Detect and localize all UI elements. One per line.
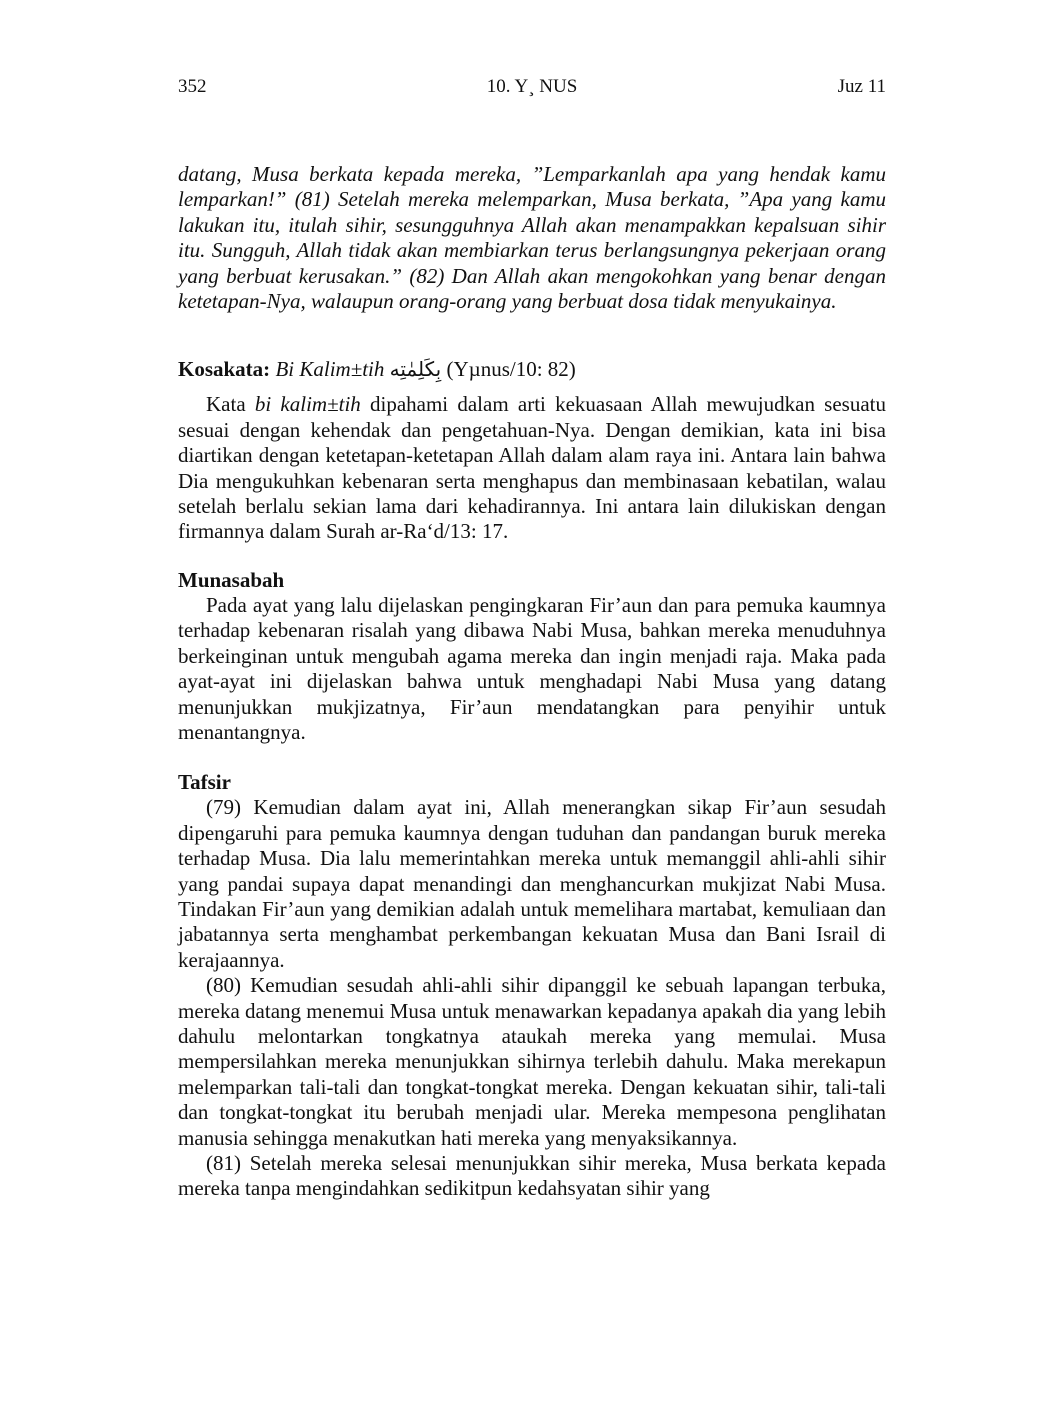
- kosakata-arabic: بِكَلِمٰتِه: [389, 357, 442, 382]
- kosakata-body-rest: dipahami dalam arti kekuasaan Allah mewujudkan sesuatu sesuai dengan kehendak dan pengetahuan-Nya. Dengan demikian, kata ini bisa diartikan dengan ketetapan-ketetapan Allah dalam alam raya ini. Antara lain bahwa Dia mengukuhkan kebenaran serta menghapus dan membinasaan kebatilan, walau setelah berlalu sekian lama dari kehadirannya. Ini antara lain dilukiskan dengan firmannya dalam Surah ar-Ra‘d/13: 17.: [178, 392, 886, 544]
- page-number: 352: [178, 76, 207, 97]
- tafsir-paragraph-81: (81) Setelah mereka selesai menunjukkan sihir mereka, Musa berkata kepada mereka tanpa mengindahkan sedikitpun kedahsyatan sihir yang: [178, 1151, 886, 1201]
- munasabah-heading: Munasabah: [178, 567, 285, 592]
- book-page: [178, 72, 886, 1202]
- translation-text: datang, Musa berkata kepada mereka, ”Lemparkanlah apa yang hendak kamu lemparkan!” (81) Setelah mereka melemparkan, Musa berkata, ”Apa yang kamu lakukan itu, itulah sihir, sesungguhnya Allah akan menampakkan kepalsuan sihir itu. Sungguh, Allah tidak akan membiarkan terus berlangsungnya pekerjaan orang yang berbuat kerusakan.” (82) Dan Allah akan mengokohkan yang benar dengan ketetapan-Nya, walaupun orang-orang yang berbuat dosa tidak menyukainya.: [178, 162, 886, 314]
- kosakata-line: [178, 354, 886, 384]
- kosakata-body-prefix: Kata: [206, 392, 255, 417]
- kosakata-reference: (Yµnus/10: 82): [446, 357, 576, 382]
- kosakata-label: Kosakata:: [178, 357, 271, 382]
- kosakata-term: Bi Kalim±tih: [275, 357, 385, 382]
- tafsir-heading: Tafsir: [178, 770, 231, 795]
- tafsir-paragraph-80: (80) Kemudian sesudah ahli-ahli sihir dipanggil ke sebuah lapangan terbuka, mereka datang menemui Musa untuk menawarkan kepadanya apakah dia yang lebih dahulu melontarkan tongkatnya ataukah mereka yang memulai. Musa mempersilahkan mereka menunjukkan sihirnya terlebih dahulu. Maka merekapun melemparkan tali-tali dan tongkat-tongkat mereka. Dengan kekuatan sihir, tali-tali dan tongkat-tongkat itu berubah menjadi ular. Mereka mempesona penglihatan manusia sehingga menakutkan hati mereka yang menyaksikannya.: [178, 973, 886, 1150]
- kosakata-body: [178, 392, 886, 544]
- tafsir-paragraph-79: (79) Kemudian dalam ayat ini, Allah menerangkan sikap Fir’aun sesudah dipengaruhi para pemuka kaumnya dengan tuduhan dan pandangan buruk mereka terhadap Musa. Dia lalu memerintahkan mereka untuk memanggil ahli-ahli sihir yang pandai supaya dapat menandingi dan menghancurkan mukjizat Nabi Musa. Tindakan Fir’aun yang demikian adalah untuk memelihara martabat, kemuliaan dan jabatannya serta menghambat perkembangan kekuatan Musa dan Bani Israil di kerajaannya.: [178, 795, 886, 972]
- juz-label: Juz 11: [837, 76, 886, 97]
- kosakata-body-term: bi kalim±tih: [254, 392, 361, 417]
- munasabah-text: Pada ayat yang lalu dijelaskan pengingkaran Fir’aun dan para pemuka kaumnya terhadap kebenaran risalah yang dibawa Nabi Musa, bahkan mereka menuduhnya berkeinginan untuk mengubah agama mereka dan ingin menjadi raja. Maka pada ayat-ayat ini dijelaskan bahwa untuk menghadapi Nabi Musa yang datang menunjukkan mukjizatnya, Fir’aun mendatangkan para penyihir untuk menantangnya.: [178, 592, 886, 744]
- chapter-title: 10. Y¸ NUS: [486, 76, 578, 97]
- page-header: [178, 72, 886, 102]
